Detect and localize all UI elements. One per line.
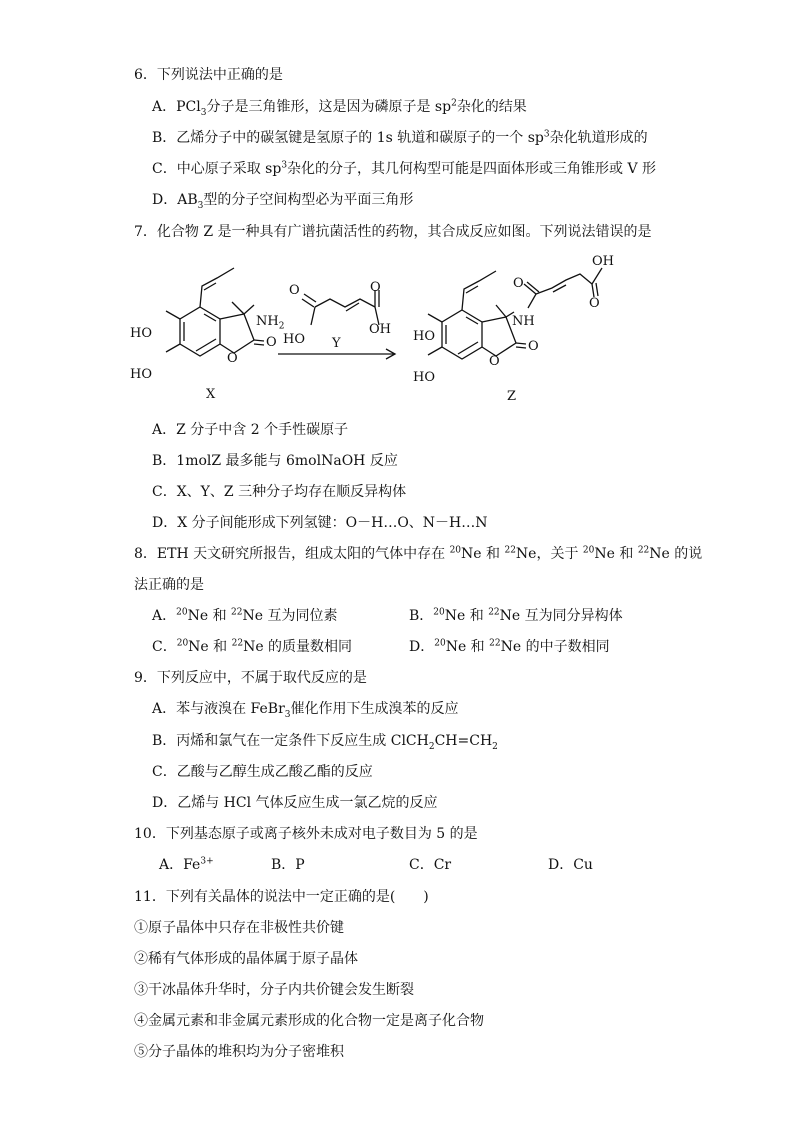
q9-stem: 9．下列反应中，不属于取代反应的是 (134, 670, 367, 686)
q7-stem: 7．化合物 Z 是一种具有广谱抗菌活性的药物，其合成反应如图。下列说法错误的是 (134, 224, 652, 240)
q6-option-d: D．$AB_3$型的分子空间构型必为平面三角形 (152, 192, 414, 211)
q10-stem: 10．下列基态原子或离子核外未成对电子数目为 5 的是 (134, 826, 478, 842)
z-ho-bottom: HO (413, 370, 435, 385)
z-carbonyl-o: O (528, 339, 539, 354)
q7-option-b: B．1molZ 最多能与 6molNaOH 反应 (152, 453, 398, 469)
y-o-right: O (370, 280, 381, 295)
x-ring-o: O (227, 351, 238, 366)
x-carbonyl-o: O (266, 335, 277, 350)
q11-item-5: ⑤分子晶体的堆积均为分子密堆积 (134, 1044, 344, 1060)
q10-option-a: A．$Fe^{3+}$ (159, 856, 214, 873)
reaction-scheme (0, 250, 794, 410)
q6-stem: 6．下列说法中正确的是 (134, 67, 283, 83)
x-ho-bottom: HO (130, 367, 152, 382)
q10-option-c: C．Cr (409, 857, 452, 873)
q8-stem: 8．ETH 天文研究所报告，组成太阳的气体中存在 $^{20}$Ne 和 $^{22}$Ne，关于 $^{20}$Ne 和 $^{22}$Ne 的说 (134, 545, 703, 562)
x-ho-top: HO (130, 326, 152, 341)
z-oh-label: OH (592, 254, 614, 269)
q11-item-1: ①原子晶体中只存在非极性共价键 (134, 920, 344, 936)
q7-option-c: C．X、Y、Z 三种分子均存在顺反异构体 (152, 484, 407, 500)
z-acid-o: O (589, 296, 600, 311)
q6-option-b: B．乙烯分子中的碳氢键是氢原子的 1s 轨道和碳原子的一个 $sp^3$杂化轨道形成的 (152, 129, 648, 146)
q8-option-b: B．$^{20}$Ne 和 $^{22}$Ne 互为同分异构体 (409, 607, 623, 624)
q9-option-b: B．丙烯和氯气在一定条件下反应生成 $ClCH_2CH=CH_2$ (152, 733, 498, 752)
y-label: Y (332, 336, 341, 351)
q10-option-d: D．Cu (548, 857, 593, 873)
q8-option-c: C．$^{20}$Ne 和 $^{22}$Ne 的质量数相同 (152, 638, 353, 655)
q9-option-c: C．乙酸与乙醇生成乙酸乙酯的反应 (152, 764, 373, 780)
x-nh2-label: $NH_2$ (256, 314, 285, 332)
q6-option-c: C．中心原子采取 $sp^3$杂化的分子，其几何构型可能是四面体形或三角锥形或 V 形 (152, 160, 657, 177)
q8-option-d: D．$^{20}$Ne 和 $^{22}$Ne 的中子数相同 (409, 638, 610, 655)
y-chain (315, 299, 375, 307)
z-ho-top: HO (413, 329, 435, 344)
y-ho-label: HO (283, 332, 305, 347)
x-furanone-ring (220, 314, 254, 353)
x-propenyl-chain (200, 268, 234, 307)
z-ring-o: O (489, 354, 500, 369)
z-amide-o: O (513, 276, 524, 291)
q8-option-a: A．$^{20}$Ne 和 $^{22}$Ne 互为同位素 (152, 607, 338, 624)
q8-stem-line2: 法正确的是 (134, 577, 204, 593)
y-oh-label: OH (369, 322, 391, 337)
z-propenyl-chain (462, 271, 496, 310)
q9-option-a: A．苯与液溴在 FeBr$_3$催化作用下生成溴苯的反应 (152, 701, 459, 720)
q11-item-3: ③干冰晶体升华时，分子内共价键会发生断裂 (134, 982, 414, 998)
q9-option-d: D．乙烯与 HCl 气体反应生成一氯乙烷的反应 (152, 795, 438, 811)
q11-item-4: ④金属元素和非金属元素形成的化合物一定是离子化合物 (134, 1013, 484, 1029)
z-furanone-ring (482, 317, 516, 356)
z-label: Z (507, 389, 517, 404)
q6-option-a: A．PCl$_3$分子是三角锥形，这是因为磷原子是 $sp^2$杂化的结果 (152, 98, 527, 118)
x-label: X (206, 387, 216, 402)
q10-option-b: B．P (271, 857, 305, 873)
q7-option-d: D．X 分子间能形成下列氢键：O－H…O、N－H…N (152, 515, 488, 531)
y-o-left: O (289, 283, 300, 298)
q7-option-a: A．Z 分子中含 2 个手性碳原子 (152, 422, 349, 438)
reaction-scheme-drawing (0, 250, 794, 410)
q11-stem: 11．下列有关晶体的说法中一定正确的是( ) (134, 889, 429, 905)
q11-item-2: ②稀有气体形成的晶体属于原子晶体 (134, 951, 358, 967)
z-nh-label: NH (512, 314, 535, 329)
